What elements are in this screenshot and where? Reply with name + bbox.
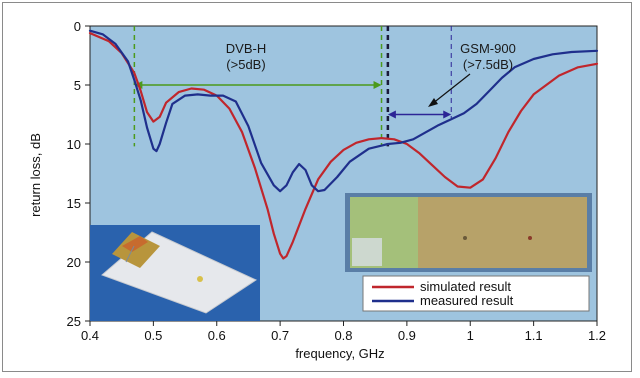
x-tick-label: 0.5	[144, 328, 163, 343]
antenna-photo-inset	[90, 225, 260, 321]
legend	[363, 276, 589, 311]
gsm-label: GSM-900	[460, 41, 516, 56]
x-tick-label: 0.8	[334, 328, 353, 343]
x-axis-title: frequency, GHz	[295, 346, 385, 361]
y-tick-label: 10	[66, 137, 81, 152]
y-axis-title: return loss, dB	[28, 133, 43, 217]
dvbh-sublabel: (>5dB)	[226, 57, 266, 72]
dvbh-label: DVB-H	[225, 41, 267, 56]
x-tick-label: 0.7	[271, 328, 290, 343]
x-tick-label: 1.2	[587, 328, 607, 343]
legend-label-simulated: simulated result	[420, 279, 512, 294]
y-tick-label: 25	[66, 314, 81, 329]
x-tick-label: 0.4	[80, 328, 100, 343]
legend-label-measured: measured result	[420, 293, 514, 308]
x-tick-label: 0.9	[397, 328, 416, 343]
gsm-sublabel: (>7.5dB)	[462, 57, 514, 72]
pcb-photo-inset	[345, 193, 592, 272]
x-tick-label: 1.1	[524, 328, 543, 343]
y-tick-label: 20	[66, 255, 81, 270]
y-tick-label: 15	[66, 196, 81, 211]
x-tick-label: 0.6	[207, 328, 226, 343]
x-tick-label: 1	[466, 328, 474, 343]
y-tick-label: 0	[73, 19, 81, 34]
y-tick-label: 5	[73, 78, 81, 93]
